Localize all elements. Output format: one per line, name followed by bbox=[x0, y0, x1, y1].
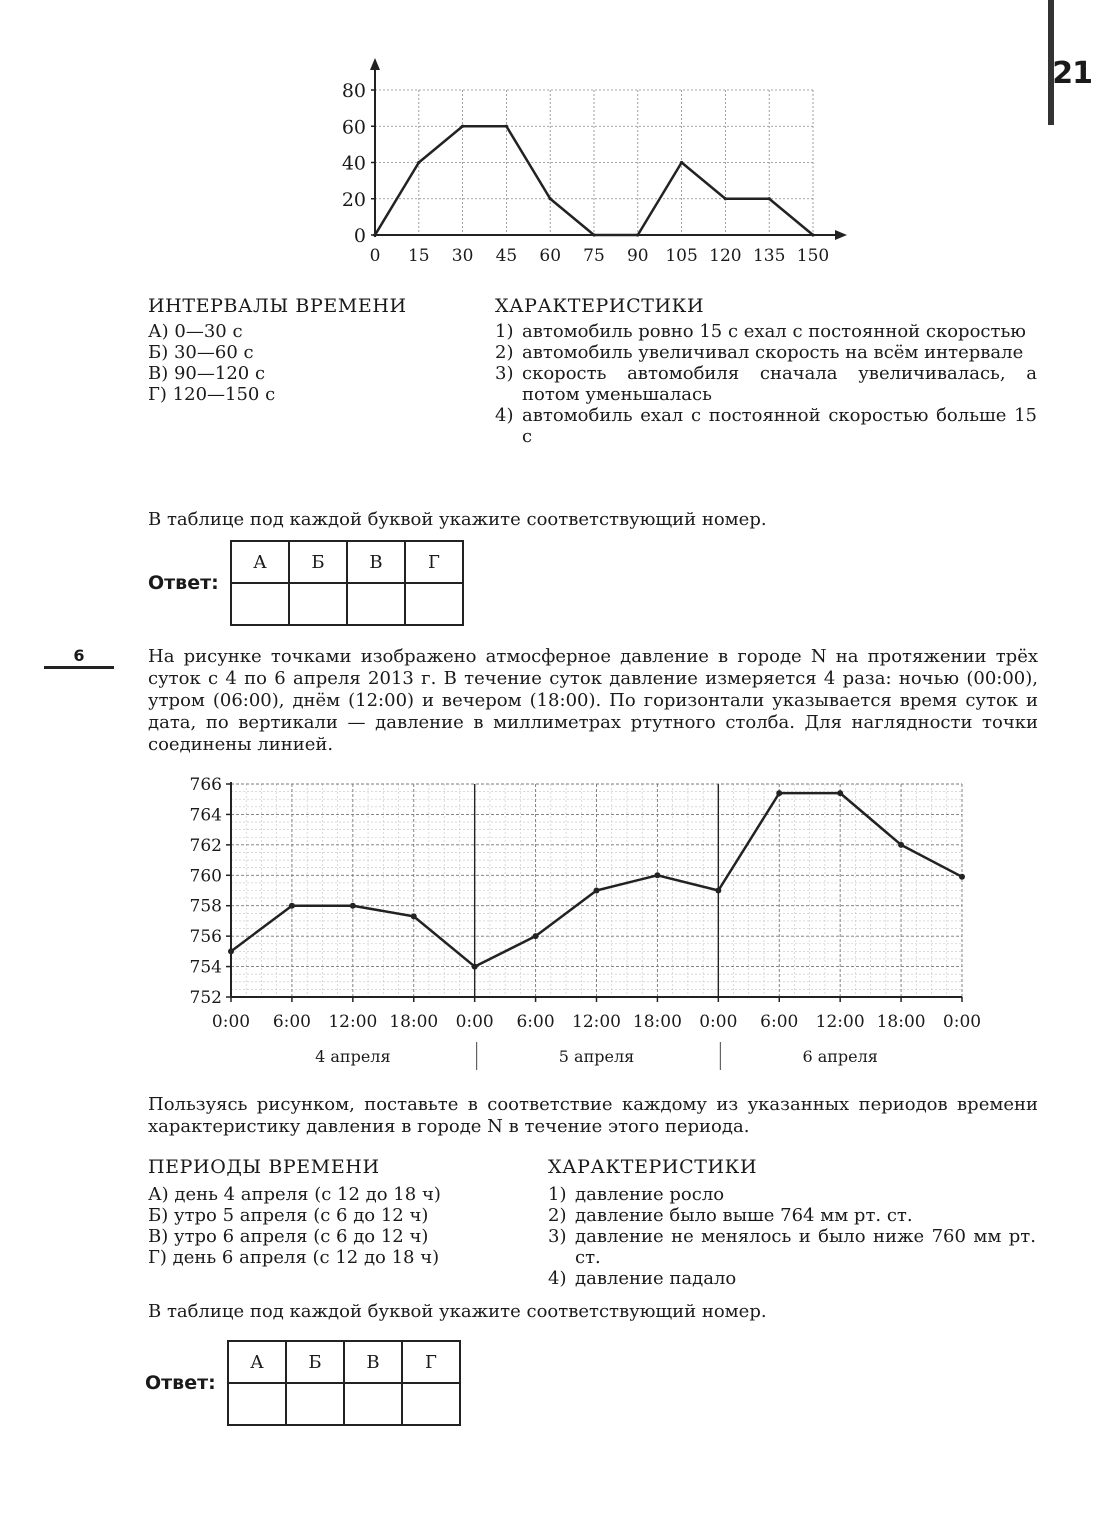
characteristic-text: давление было выше 764 мм рт. ст. bbox=[575, 1205, 913, 1226]
characteristic-number: 4) bbox=[548, 1268, 567, 1289]
characteristic-number: 1) bbox=[548, 1184, 567, 1205]
pressure-data-point bbox=[411, 913, 417, 919]
period-item: Г) день 6 апреля (с 12 до 18 ч) bbox=[148, 1247, 440, 1268]
answer-cell-a[interactable] bbox=[231, 583, 289, 625]
task5-instruction: В таблице под каждой буквой укажите соответствующий номер. bbox=[148, 509, 767, 530]
pressure-data-point bbox=[350, 903, 356, 909]
characteristic-item bbox=[495, 342, 1037, 363]
day-label: 4 апреля bbox=[315, 1047, 391, 1066]
answer-cell-v[interactable] bbox=[347, 583, 405, 625]
intervals-heading: ИНТЕРВАЛЫ ВРЕМЕНИ bbox=[148, 295, 407, 317]
task6-characteristics-block bbox=[548, 1156, 1036, 1289]
x-tick-label: 60 bbox=[539, 246, 562, 266]
characteristic-number: 1) bbox=[495, 321, 514, 342]
task6-answer bbox=[145, 1340, 461, 1426]
speed-data-point bbox=[505, 125, 508, 128]
speed-data-point bbox=[768, 197, 771, 200]
answer-cell-b[interactable] bbox=[286, 1383, 344, 1425]
periods-list bbox=[148, 1184, 528, 1268]
y-tick-label: 80 bbox=[341, 80, 366, 102]
x-tick-label: 90 bbox=[626, 246, 649, 266]
x-tick-label: 0:00 bbox=[942, 1012, 982, 1032]
interval-item: А) 0—30 с bbox=[148, 321, 243, 342]
x-tick-label: 15 bbox=[407, 246, 430, 266]
characteristic-number: 4) bbox=[495, 405, 514, 426]
characteristics-list bbox=[495, 321, 1037, 447]
x-tick-label: 6:00 bbox=[272, 1012, 312, 1032]
x-tick-label: 135 bbox=[752, 246, 786, 266]
characteristic-text: автомобиль ехал с постоянной скоростью больше 15 с bbox=[522, 405, 1037, 447]
x-tick-label: 18:00 bbox=[389, 1012, 439, 1032]
task-number-rule bbox=[44, 666, 114, 669]
x-tick-label: 0 bbox=[369, 246, 381, 266]
y-tick-label: 758 bbox=[189, 896, 222, 917]
answer-letter: В bbox=[347, 541, 405, 583]
pressure-data-point bbox=[959, 874, 965, 880]
speed-data-point bbox=[680, 161, 683, 164]
speed-data-point bbox=[592, 233, 595, 236]
answer-letter: А bbox=[228, 1341, 286, 1383]
answer-letter: Г bbox=[405, 541, 463, 583]
y-tick-label: 764 bbox=[189, 805, 222, 826]
answer-letter: А bbox=[231, 541, 289, 583]
characteristic-item bbox=[548, 1184, 1036, 1205]
task6-intro: На рисунке точками изображено атмосферное давление в городе N на протяжении трёх суток с 4 по 6 апреля 2013 г. В течение суток давление измеряется 4 раза: ночью (00:00), утром (06:00), днём (12:00) и вечером (18:00). По горизонтали указывается время суток и дата, по вертикали — давление в миллиметрах ртутного столба. Для наглядности точки соединены линией. bbox=[148, 646, 1038, 755]
answer-letter: Б bbox=[289, 541, 347, 583]
speed-data-point bbox=[724, 197, 727, 200]
pressure-data-point bbox=[776, 790, 782, 796]
answer-letter: Б bbox=[286, 1341, 344, 1383]
x-tick-label: 150 bbox=[796, 246, 830, 266]
answer-label: Ответ: bbox=[148, 572, 219, 594]
intervals-block bbox=[148, 295, 468, 405]
pressure-data-point bbox=[472, 964, 478, 970]
x-tick-label: 18:00 bbox=[632, 1012, 682, 1032]
characteristic-text: автомобиль ровно 15 с ехал с постоянной скоростью bbox=[522, 321, 1026, 342]
pressure-data-point bbox=[594, 888, 600, 894]
x-tick-label: 120 bbox=[709, 246, 742, 266]
speed-chart bbox=[300, 50, 860, 275]
pressure-data-point bbox=[228, 948, 234, 954]
answer-cell-b[interactable] bbox=[289, 583, 347, 625]
pressure-data-point bbox=[533, 933, 539, 939]
characteristic-text: автомобиль увеличивал скорость на всём интервале bbox=[522, 342, 1024, 363]
x-tick-label: 12:00 bbox=[815, 1012, 865, 1032]
x-tick-label: 6:00 bbox=[760, 1012, 799, 1032]
answer-letter: Г bbox=[402, 1341, 460, 1383]
interval-item: Г) 120—150 с bbox=[148, 384, 276, 405]
intervals-list bbox=[148, 321, 468, 405]
characteristic-item bbox=[495, 405, 1037, 447]
characteristic-text: скорость автомобиля сначала увеличивалась, а потом уменьшалась bbox=[522, 363, 1037, 405]
characteristic-item bbox=[548, 1268, 1036, 1289]
characteristics-heading: ХАРАКТЕРИСТИКИ bbox=[548, 1156, 758, 1178]
characteristic-number: 2) bbox=[548, 1205, 567, 1226]
y-tick-label: 60 bbox=[341, 116, 366, 139]
interval-item: Б) 30—60 с bbox=[148, 342, 254, 363]
answer-label: Ответ: bbox=[145, 1372, 216, 1394]
periods-block bbox=[148, 1156, 528, 1268]
day-label: 6 апреля bbox=[802, 1047, 878, 1066]
x-tick-label: 6:00 bbox=[516, 1012, 555, 1032]
x-tick-label: 45 bbox=[495, 246, 518, 266]
y-tick-label: 20 bbox=[341, 188, 366, 211]
period-item: А) день 4 апреля (с 12 до 18 ч) bbox=[148, 1184, 441, 1205]
y-tick-label: 756 bbox=[189, 927, 222, 948]
y-tick-label: 0 bbox=[353, 225, 366, 247]
x-tick-label: 12:00 bbox=[328, 1012, 378, 1032]
speed-data-point bbox=[417, 161, 420, 164]
answer-table bbox=[227, 1340, 461, 1426]
answer-table bbox=[230, 540, 464, 626]
y-tick-label: 754 bbox=[189, 957, 222, 978]
pressure-chart bbox=[150, 770, 1000, 1075]
answer-cell-a[interactable] bbox=[228, 1383, 286, 1425]
day-label: 5 апреля bbox=[558, 1047, 635, 1066]
period-item: Б) утро 5 апреля (с 6 до 12 ч) bbox=[148, 1205, 429, 1226]
pressure-data-point bbox=[715, 888, 721, 894]
characteristic-number: 3) bbox=[548, 1226, 567, 1247]
task5-answer bbox=[148, 540, 464, 626]
pressure-data-point bbox=[654, 872, 660, 878]
answer-cell-g[interactable] bbox=[402, 1383, 460, 1425]
x-tick-label: 18:00 bbox=[876, 1012, 926, 1032]
characteristic-number: 3) bbox=[495, 363, 514, 384]
task-number-marker bbox=[44, 648, 114, 669]
x-tick-label: 30 bbox=[451, 246, 474, 266]
x-tick-label: 75 bbox=[583, 246, 605, 266]
task5-characteristics-block bbox=[495, 295, 1037, 447]
characteristic-text: давление не менялось и было ниже 760 мм рт. ст. bbox=[575, 1226, 1036, 1268]
y-axis-arrow bbox=[370, 58, 380, 70]
characteristic-item bbox=[495, 363, 1037, 405]
interval-item: В) 90—120 с bbox=[148, 363, 266, 384]
characteristic-item bbox=[495, 321, 1037, 342]
speed-data-point bbox=[549, 197, 552, 200]
y-tick-label: 40 bbox=[341, 152, 366, 175]
x-tick-label: 0:00 bbox=[455, 1012, 494, 1032]
periods-heading: ПЕРИОДЫ ВРЕМЕНИ bbox=[148, 1156, 380, 1178]
y-tick-label: 752 bbox=[189, 988, 222, 1008]
speed-data-point bbox=[636, 233, 639, 236]
answer-cell-v[interactable] bbox=[344, 1383, 402, 1425]
period-item: В) утро 6 апреля (с 6 до 12 ч) bbox=[148, 1226, 429, 1247]
speed-data-point bbox=[461, 125, 464, 128]
characteristic-item bbox=[548, 1226, 1036, 1268]
x-axis-arrow bbox=[835, 230, 847, 240]
characteristic-text: давление падало bbox=[575, 1268, 737, 1289]
speed-data-point bbox=[811, 233, 814, 236]
characteristics-list bbox=[548, 1184, 1036, 1289]
x-tick-label: 105 bbox=[665, 246, 698, 266]
y-tick-label: 766 bbox=[189, 775, 222, 795]
task-number: 6 bbox=[73, 646, 85, 665]
pressure-data-point bbox=[289, 903, 295, 909]
y-tick-label: 762 bbox=[189, 835, 222, 856]
speed-data-point bbox=[373, 233, 376, 236]
characteristic-item bbox=[548, 1205, 1036, 1226]
y-tick-label: 760 bbox=[189, 866, 222, 887]
answer-cell-g[interactable] bbox=[405, 583, 463, 625]
characteristics-heading: ХАРАКТЕРИСТИКИ bbox=[495, 295, 705, 317]
task6-instruction: В таблице под каждой буквой укажите соответствующий номер. bbox=[148, 1301, 767, 1322]
answer-letter: В bbox=[344, 1341, 402, 1383]
characteristic-number: 2) bbox=[495, 342, 514, 363]
x-tick-label: 0:00 bbox=[699, 1012, 738, 1032]
pressure-data-point bbox=[837, 790, 843, 796]
characteristic-text: давление росло bbox=[575, 1184, 725, 1205]
task6-question: Пользуясь рисунком, поставьте в соответствие каждому из указанных периодов времени характеристику давления в городе N в течение этого периода. bbox=[148, 1094, 1038, 1137]
page-number: 21 bbox=[1052, 56, 1092, 91]
x-tick-label: 12:00 bbox=[572, 1012, 621, 1032]
x-tick-label: 0:00 bbox=[211, 1012, 251, 1032]
pressure-data-point bbox=[898, 842, 904, 848]
